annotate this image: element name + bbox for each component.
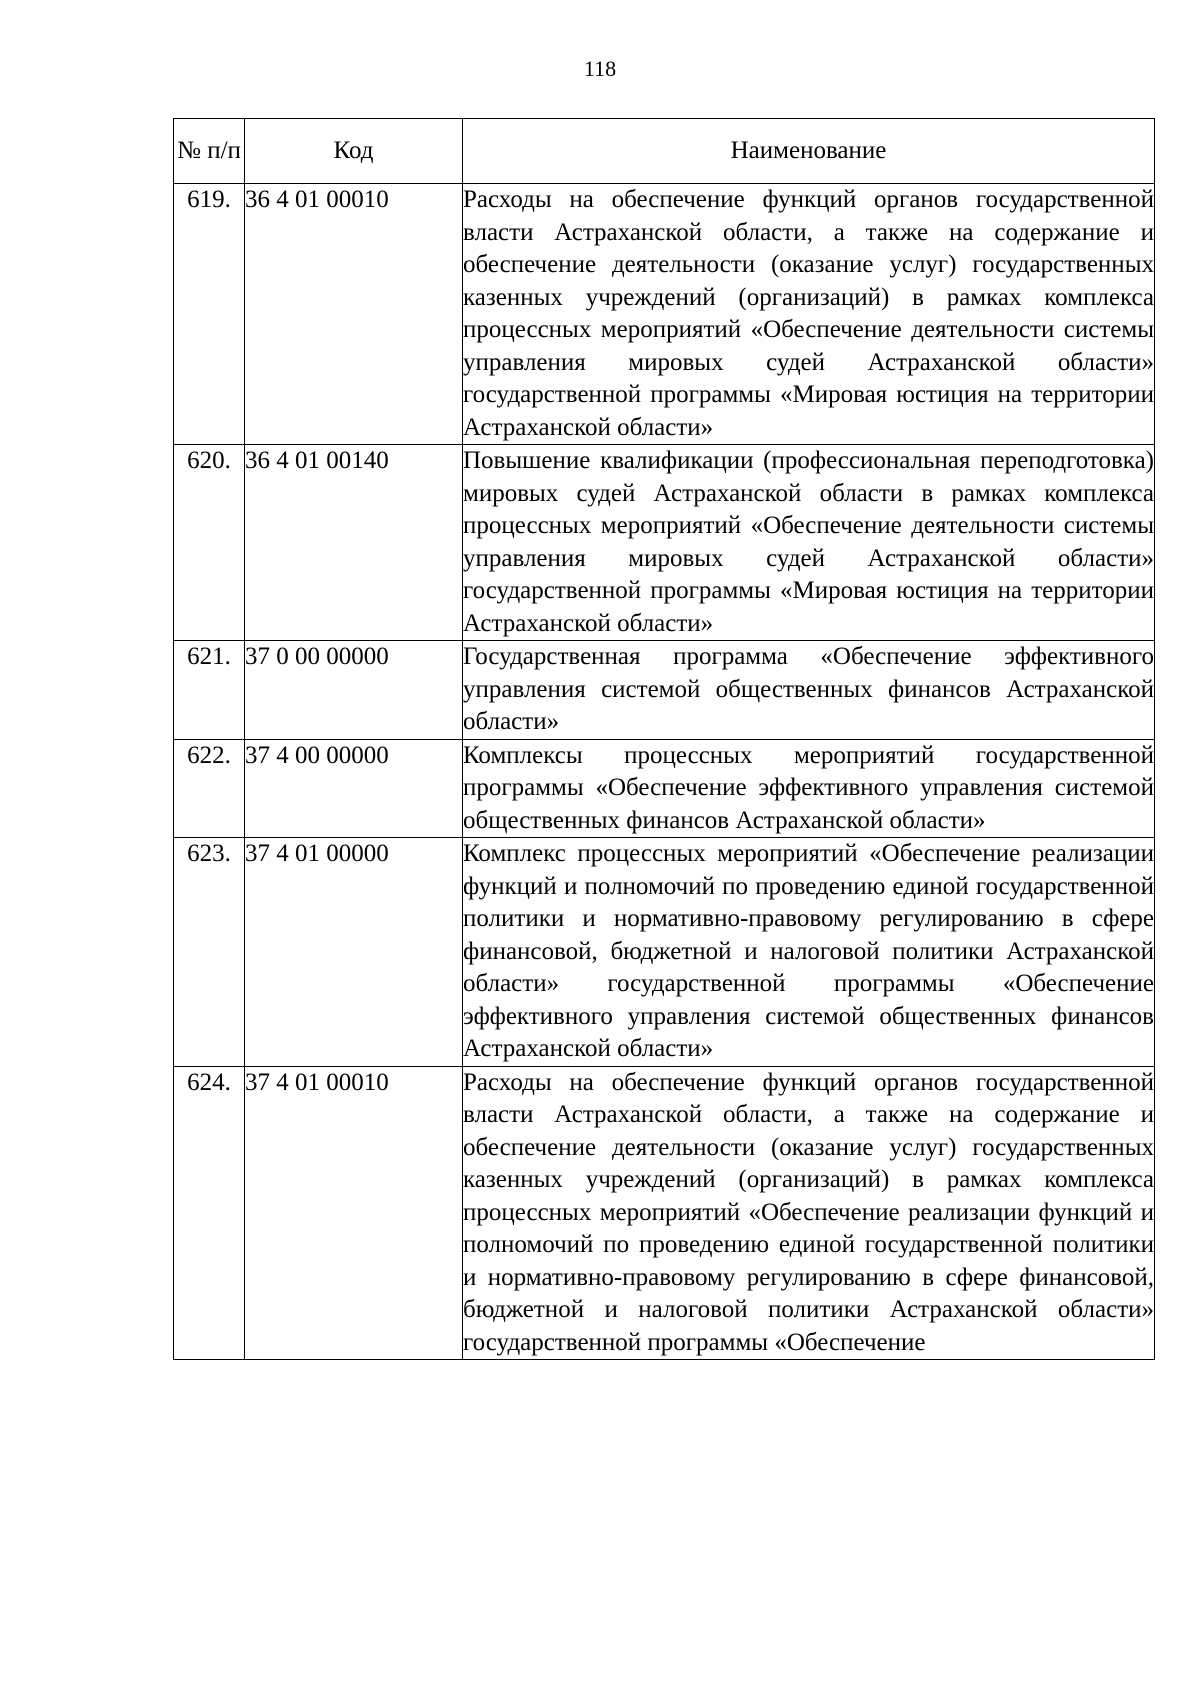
row-name: Государственная программа «Обеспечение эффективного управления системой общественных финансов Астраханской области» — [463, 641, 1155, 740]
row-code: 36 4 01 00010 — [245, 184, 463, 445]
header-number: № п/п — [174, 119, 245, 184]
classification-table — [173, 118, 1155, 1360]
row-name: Комплекс процессных мероприятий «Обеспечение реализации функций и полномочий по проведению единой государственной политики и нормативно-правовому регулированию в сфере финансовой, бюджетной и налоговой политики Астраханской области» государственной программы «Обеспечение эффективного управления системой общественных финансов Астраханской области» — [463, 838, 1155, 1067]
row-code: 37 4 01 00010 — [245, 1066, 463, 1360]
row-code: 36 4 01 00140 — [245, 445, 463, 641]
table-row — [174, 184, 1155, 445]
row-number: 623. — [174, 838, 245, 1067]
table-row — [174, 739, 1155, 838]
row-number: 622. — [174, 739, 245, 838]
page-number: 118 — [583, 56, 617, 81]
row-name: Повышение квалификации (профессиональная переподготовка) мировых судей Астраханской области в рамках комплекса процессных мероприятий «Обеспечение деятельности системы управления мировых судей Астраханской области» государственной программы «Мировая юстиция на территории Астраханской области» — [463, 445, 1155, 641]
row-name: Расходы на обеспечение функций органов государственной власти Астраханской области, а также на содержание и обеспечение деятельности (оказание услуг) государственных казенных учреждений (организаций) в рамках комплекса процессных мероприятий «Обеспечение реализации функций и полномочий по проведению единой государственной политики и нормативно-правовому регулированию в сфере финансовой, бюджетной и налоговой политики Астраханской области» государственной программы «Обеспечение — [463, 1066, 1155, 1360]
table-row — [174, 641, 1155, 740]
table-row — [174, 445, 1155, 641]
row-number: 620. — [174, 445, 245, 641]
header-name: Наименование — [463, 119, 1155, 184]
row-code: 37 4 01 00000 — [245, 838, 463, 1067]
table-row — [174, 1066, 1155, 1360]
row-number: 624. — [174, 1066, 245, 1360]
row-name: Комплексы процессных мероприятий государственной программы «Обеспечение эффективного управления системой общественных финансов Астраханской области» — [463, 739, 1155, 838]
table-header-row — [174, 119, 1155, 184]
table-row — [174, 838, 1155, 1067]
row-number: 621. — [174, 641, 245, 740]
row-number: 619. — [174, 184, 245, 445]
row-code: 37 0 00 00000 — [245, 641, 463, 740]
header-code: Код — [245, 119, 463, 184]
row-name: Расходы на обеспечение функций органов государственной власти Астраханской области, а также на содержание и обеспечение деятельности (оказание услуг) государственных казенных учреждений (организаций) в рамках комплекса процессных мероприятий «Обеспечение деятельности системы управления мировых судей Астраханской области» государственной программы «Мировая юстиция на территории Астраханской области» — [463, 184, 1155, 445]
row-code: 37 4 00 00000 — [245, 739, 463, 838]
